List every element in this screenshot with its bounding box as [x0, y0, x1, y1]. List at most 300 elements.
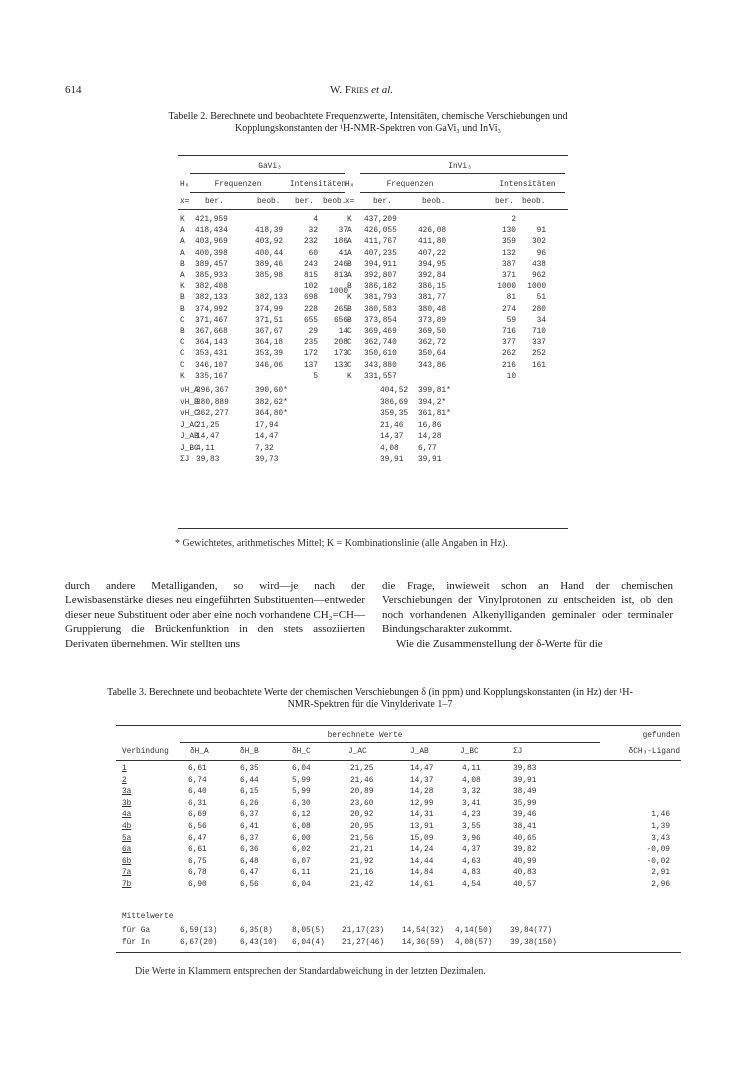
table3-cell: 21,25 [350, 765, 374, 773]
table2-caption: Tabelle 2. Berechnete und beobachtete Frequenzwerte, Intensitäten, chemische Verschiebungen und Kopplungskonstanten der ¹H-NMR-Spektren von GaVi₃ und InVi₃ [168, 111, 568, 134]
table2-subheader: ber. [373, 198, 392, 206]
table3-cell: 6,78 [188, 869, 207, 878]
table2-cell: 426,055 [364, 227, 397, 236]
table3-cell: 6,56 [188, 823, 207, 831]
table3-cell: 6,36 [240, 846, 259, 855]
table2-cell: 161 [531, 361, 546, 370]
table3-cell: 15,09 [410, 834, 434, 843]
table3-cell: 3,41 [462, 799, 481, 808]
table3-cell: 6,37 [240, 834, 259, 843]
table3-cell: 2,96 [651, 881, 670, 889]
table2-subheader: beob. [422, 198, 446, 206]
table2-shift-cell: J_AB [180, 433, 199, 441]
table2-cell: 353,39 [255, 350, 284, 359]
table2-cell: 421,959 [195, 216, 228, 224]
table2-cell: 716 [501, 328, 516, 336]
table2-cell: 51 [536, 294, 546, 303]
table2-cell: 246 [333, 260, 348, 269]
table3-cell: 6,02 [292, 846, 311, 855]
table2-header-rule [178, 209, 568, 210]
table3-cell: 6,07 [292, 857, 311, 866]
table3-calc-rule [180, 742, 600, 743]
table2-subheader: ber. [495, 198, 514, 206]
table3-cell: 14,28 [410, 788, 434, 797]
table2-cell: 386,15 [418, 283, 447, 292]
table2-cell: 389,46 [255, 260, 284, 269]
table2-cell: B [180, 260, 185, 269]
table2-cell: 362,72 [418, 339, 447, 348]
table2-cell: 331,557 [364, 372, 397, 381]
table3-cell: 14,44 [410, 857, 434, 866]
table3-mean-cell: 4,14(50) [455, 927, 493, 935]
table3-cell: -0,09 [646, 846, 670, 855]
body-left-paragraph: durch andere Metalliganden, so wird—je nach der Lewisbasenstärke dieses neu eingeführten Substituenten—entweder dieser neue Substituent oder aber eine noch vorhandene CH₂=CH—Gruppierung die Brückenfunktion in den stets assoziierten Derivaten übernehmen. Wir stellten uns [65, 580, 365, 650]
table2-cell: C [180, 339, 185, 348]
table3-mean-cell: 6,35(8) [240, 927, 273, 935]
table2-cell: 343,880 [364, 361, 397, 370]
table3-cell: 13,91 [410, 823, 434, 831]
table2-cell: C [347, 328, 352, 336]
table2-cell: 337 [531, 339, 546, 348]
table2-cell: 252 [531, 350, 546, 359]
table3-compound-label: 1 [122, 765, 127, 773]
table2-cell: 346,107 [195, 361, 228, 370]
table3-cell: 5,99 [292, 788, 311, 797]
table2-cell: B [180, 328, 185, 336]
table3-cell: 6,61 [188, 846, 207, 855]
table3-compound-label: 3a [122, 788, 132, 797]
table3-mean-cell: 4,08(57) [455, 938, 493, 947]
table2-cell: 208 [333, 339, 348, 348]
table2-cell: 235 [303, 339, 318, 348]
body-right-paragraph-2: Wie die Zusammenstellung der δ-Werte für die [396, 637, 603, 650]
table3-compound-label: 6a [122, 846, 132, 855]
body-right-column [382, 579, 673, 651]
table2-cell: 91 [536, 227, 546, 236]
table3-cell: 6,04 [292, 765, 311, 773]
table3-mean-cell: 14,54(32) [402, 927, 445, 935]
table2-shift-cell: 39,91 [418, 456, 442, 464]
table2-cell: 216 [501, 361, 516, 370]
table2-cell: 371 [501, 272, 516, 280]
table3-mean-cell: 6,67(20) [180, 938, 218, 947]
table2-cell: A [347, 272, 352, 280]
table2-shift-cell: 39,73 [255, 456, 279, 464]
table2-cell: 346,06 [255, 361, 284, 370]
table2-cell: 382,408 [195, 283, 228, 292]
table3-group-calc: berechnete Werte [327, 732, 403, 740]
table2-subheader: beob. [522, 198, 546, 206]
table2-cell: B [347, 283, 352, 292]
table3-cell: 39,91 [513, 776, 537, 785]
table2-cell: K [180, 372, 185, 381]
table2-shift-cell: νH_C [180, 410, 199, 418]
table2-shift-cell: 396,367 [196, 387, 229, 395]
table2-cell: K [180, 216, 185, 224]
table2-shift-cell: 362,277 [196, 410, 229, 418]
table3-cell: 6,12 [292, 811, 311, 820]
table3-cell: 6,74 [188, 776, 207, 785]
table3-cell: 4,83 [462, 869, 481, 878]
table2-cell: 438 [531, 260, 546, 269]
table2-cell: 698 [303, 294, 318, 303]
table3-cell: 21,16 [350, 869, 374, 878]
table2-cell: 385,933 [195, 272, 228, 280]
table2-cell: 403,969 [195, 238, 228, 247]
table2-col-int-in: Intensitäten [499, 181, 556, 189]
table2-cell: 710 [531, 328, 546, 336]
table2-cell: 381,793 [364, 294, 397, 303]
table3-cell: 14,47 [410, 765, 434, 773]
table3-header: ΣJ [513, 748, 523, 756]
table2-cell: 418,39 [255, 227, 284, 236]
table3-cell: 39,83 [513, 765, 537, 773]
table2-cell: 400,398 [195, 249, 228, 258]
table3-cell: 6,48 [240, 857, 259, 866]
table3-compound-label: 7b [122, 881, 132, 889]
table3-cell: 6,26 [240, 799, 259, 808]
table2-shift-cell: 380,889 [196, 398, 229, 407]
table3-cell: 3,96 [462, 834, 481, 843]
table3-cell: 6,40 [188, 788, 207, 797]
table3-header: Verbindung [122, 748, 169, 756]
table3-cell: 6,37 [240, 811, 259, 820]
table2-shift-cell: J_BC [180, 444, 199, 453]
table2-cell: B [180, 305, 185, 314]
table2-ga-rule [190, 173, 345, 174]
table2-subheader: x= [180, 198, 190, 206]
table3-mean-cell: für In [122, 938, 151, 947]
table2-cell: 426,08 [418, 227, 447, 236]
body-left-column [65, 579, 365, 651]
table2-shift-cell: ΣJ [180, 456, 190, 464]
table2-cell: 10 [506, 372, 516, 381]
table2-cell: 815 [303, 272, 318, 280]
table2-cell: 280 [531, 305, 546, 314]
table3-header: J_BC [460, 748, 479, 756]
table3-cell: 4,54 [462, 881, 481, 889]
table2-cell: 394,911 [364, 260, 397, 269]
table2-cell: 369,469 [364, 328, 397, 336]
table3-cell: 6,11 [292, 869, 311, 878]
table2-footnote: * Gewichtetes, arithmetisches Mittel; K = Kombinationslinie (alle Angaben in Hz). [175, 538, 508, 549]
table3-cell: 20,92 [350, 811, 374, 820]
table3-caption: Tabelle 3. Berechnete und beobachtete Werte der chemischen Verschiebungen δ (in ppm) und Kopplungskonstanten (in Hz) der ¹H-NMR-Spektren für die Vinylderivate 1–7 [107, 687, 633, 710]
table2-cell: 5 [313, 372, 318, 381]
table2-cell: K [347, 216, 352, 224]
table2-cell: A [180, 238, 185, 247]
table3-cell: 6,61 [188, 765, 207, 773]
table2-shift-cell: 364,80* [255, 410, 288, 418]
table2-cell: 380,583 [364, 305, 397, 314]
table3-cell: 6,90 [188, 881, 207, 889]
table3-mean-cell: 6,59(13) [180, 927, 218, 935]
table3-cell: 6,41 [240, 823, 259, 831]
table2-shift-cell: 361,81* [418, 410, 451, 418]
table2-shift-cell: J_AC [180, 421, 199, 430]
table2-cell: C [180, 350, 185, 359]
table3-compound-label: 6b [122, 857, 132, 866]
table2-cell: 32 [308, 227, 318, 236]
table3-compound-label: 5a [122, 834, 132, 843]
table2-cell: 102 [303, 283, 318, 292]
table2-cell: 1000 [329, 288, 348, 297]
table2-cell: 407,22 [418, 249, 447, 258]
table2-cell: A [347, 227, 352, 236]
table3-cell: 5,99 [292, 776, 311, 785]
table3-compound-label: 7a [122, 869, 132, 878]
table3-cell: 40,57 [513, 881, 537, 889]
table3-cell: 40,99 [513, 857, 537, 866]
table3-cell: 3,55 [462, 823, 481, 831]
table3-cell: -0,02 [646, 857, 670, 866]
table3-compound-label: 4b [122, 823, 132, 831]
table2-shift-cell: 39,91 [380, 456, 404, 464]
table2-cell: A [347, 249, 352, 258]
table2-cell: 656 [333, 316, 348, 325]
table3-cell: 21,46 [350, 776, 374, 785]
table3-mean-cell: 39,38(150) [510, 938, 557, 947]
table3-cell: 14,31 [410, 811, 434, 820]
table2-cell: 133 [333, 361, 348, 370]
table2-shift-cell: 17,94 [255, 421, 279, 430]
table2-cell: 382,133 [255, 294, 288, 303]
table2-cell: A [347, 238, 352, 247]
table2-cell: 232 [303, 238, 318, 247]
table2-cell: 364,18 [255, 339, 284, 348]
table2-cell: 37 [338, 227, 348, 236]
table2-col-int-ga: Intensitäten [289, 181, 347, 189]
table2-cell: 350,64 [418, 350, 447, 359]
table3-cell: 4,37 [462, 846, 481, 855]
table3-header: δCH₃-Ligand [628, 748, 680, 756]
table3-cell: 21,21 [350, 846, 374, 855]
table2-cell: 1000 [497, 283, 516, 292]
table3-cell: 20,95 [350, 823, 374, 831]
table2-cell: A [180, 227, 185, 236]
table2-shift-cell: νH_A [180, 387, 199, 395]
table2-group-ga: GaVi₃ [258, 163, 282, 171]
table3-cell: 6,35 [240, 765, 259, 773]
table2-subheader: ber. [295, 198, 314, 206]
table3-cell: 14,24 [410, 846, 434, 855]
table2-cell: B [180, 294, 185, 303]
table3-header: J_AB [410, 748, 429, 756]
table2-shift-cell: 4,11 [196, 444, 215, 453]
table3-footnote: Die Werte in Klammern entsprechen der Standardabweichung in der letzten Dezimalen. [135, 966, 486, 977]
table3-mean-cell: 8,05(5) [292, 927, 325, 935]
table2-cell: 137 [303, 361, 318, 370]
table2-cell: 369,50 [418, 328, 447, 336]
table2-shift-cell: 14,37 [380, 433, 404, 441]
table2-cell: 14 [338, 328, 348, 336]
table3-cell: 39,82 [513, 846, 537, 855]
table3-cell: 38,49 [513, 788, 537, 797]
table2-cell: 228 [303, 305, 318, 314]
table3-cell: 20,89 [350, 788, 374, 797]
table3-header: δH_C [292, 748, 311, 756]
table3-cell: 1,39 [651, 823, 670, 831]
table2-cell: 387 [501, 260, 516, 269]
body-right-paragraph-1: die Frage, inwieweit schon an Hand der chemischen Verschiebungen der Vinylprotonen zu entscheiden ist, ob den noch vorhandenen Alkenylliganden geminaler oder terminaler Bindungscharakter zukommt. [382, 580, 673, 636]
table2-cell: 2 [511, 216, 516, 224]
table3-cell: 6,75 [188, 857, 207, 866]
table2-cell: C [347, 361, 352, 370]
table2-cell: 173 [333, 350, 348, 359]
table3-header: δH_B [240, 748, 259, 756]
table2-cell: K [180, 283, 185, 292]
table2-cell: 335,167 [195, 372, 228, 381]
table3-cell: 14,61 [410, 881, 434, 889]
table2-cell: 373,89 [418, 316, 447, 325]
table3-cell: 2,91 [651, 869, 670, 878]
table2-col-hx: Hₓ [180, 181, 190, 189]
table2-cell: 59 [506, 316, 516, 325]
table2-cell: 374,99 [255, 305, 284, 314]
table2-subheader: beob. [323, 198, 347, 206]
table2-cell: 1000 [527, 283, 546, 292]
table2-cell: 81 [506, 294, 516, 303]
table2-shift-cell: νH_B [180, 398, 199, 407]
table2-cell: 262 [501, 350, 516, 359]
table3-cell: 6,15 [240, 788, 259, 797]
table2-shift-cell: 382,62* [255, 398, 288, 407]
table2-cell: 132 [501, 249, 516, 258]
table3-compound-label: 4a [122, 811, 132, 820]
table2-col-hx-in: Hₓ [345, 181, 355, 189]
table3-cell: 14,84 [410, 869, 434, 878]
table3-cell: 6,31 [188, 799, 207, 808]
table2-cell: 186 [333, 238, 348, 247]
table3-cell: 4,23 [462, 811, 481, 820]
table3-cell: 40,83 [513, 869, 537, 878]
table2-col-freq-in: Frequenzen [386, 181, 434, 189]
table2-cell: 96 [536, 249, 546, 258]
table3-cell: 6,00 [292, 834, 311, 843]
table2-cell: 377 [501, 339, 516, 348]
table2-cell: 381,77 [418, 294, 447, 303]
table2-shift-cell: 16,86 [418, 421, 442, 430]
table2-cell: 371,51 [255, 316, 284, 325]
table2-shift-cell: 14,47 [255, 433, 279, 441]
page-number: 614 [65, 84, 82, 96]
table2-cell: 392,84 [418, 272, 447, 280]
table2-cell: 274 [501, 305, 516, 314]
table2-shift-cell: 399,81* [418, 387, 451, 395]
table2-cell: 385,98 [255, 272, 284, 280]
table2-cell: 343,86 [418, 361, 447, 370]
table2-shift-cell: 6,77 [418, 444, 437, 453]
table3-cell: 3,32 [462, 788, 481, 797]
table3-mean-cell: 6,43(10) [240, 938, 278, 947]
table3-cell: 12,99 [410, 799, 434, 808]
table2-subheader: beob. [257, 198, 281, 206]
table2-cell: C [180, 316, 185, 325]
table2-cell: 962 [531, 272, 546, 280]
table2-group-in: InVi₃ [448, 163, 472, 171]
table2-shift-cell: 404,52 [380, 387, 409, 395]
table3-cell: 6,08 [292, 823, 311, 831]
table3-cell: 4,63 [462, 857, 481, 866]
table3-group-found: gefunden [642, 732, 680, 740]
table3-cell: 14,37 [410, 776, 434, 785]
table3-compound-label: 3b [122, 799, 132, 808]
table2-cell: 353,431 [195, 350, 228, 359]
table2-cell: B [347, 316, 352, 325]
table2-shift-cell: 4,08 [380, 444, 399, 453]
table2-cell: A [180, 272, 185, 280]
table3-mean-cell: 6,04(4) [292, 938, 325, 947]
table3-cell: 6,30 [292, 799, 311, 808]
table3-cell: 6,04 [292, 881, 311, 889]
table2-shift-cell: 390,60* [255, 387, 288, 395]
table2-cell: 400,44 [255, 249, 284, 258]
table2-cell: 386,182 [364, 283, 397, 292]
table2-cell: 380,48 [418, 305, 447, 314]
table2-sub-rule-in [360, 192, 565, 193]
table3-cell: 38,41 [513, 823, 537, 831]
table2-cell: 362,740 [364, 339, 397, 348]
table2-cell: 130 [501, 227, 516, 236]
table3-top-rule [116, 725, 681, 726]
table3-mean-title: Mittelwerte [122, 913, 174, 921]
table3-cell: 6,56 [240, 881, 259, 889]
table2-cell: 34 [536, 316, 546, 325]
table3-cell: 21,92 [350, 857, 374, 866]
table2-cell: C [347, 350, 352, 359]
table2-cell: 382,133 [195, 294, 228, 303]
table2-cell: 364,143 [195, 339, 228, 348]
table2-subheader: ber. [205, 198, 224, 206]
table2-cell: 367,668 [195, 328, 228, 336]
table2-sub-rule-ga [190, 192, 345, 193]
author-name: W. Fries [330, 84, 369, 96]
table2-shift-cell: 14,47 [196, 433, 220, 441]
table3-cell: 40,65 [513, 834, 537, 843]
table3-cell: 6,69 [188, 811, 207, 820]
table2-bottom-rule [178, 528, 568, 529]
table3-cell: 4,08 [462, 776, 481, 785]
table2-cell: 813 [333, 272, 348, 280]
table2-subheader: x= [345, 198, 355, 206]
author-suffix: et al. [371, 84, 394, 96]
table2-cell: 41 [338, 249, 348, 258]
table3-cell: 39,46 [513, 811, 537, 820]
table2-cell: 359 [501, 238, 516, 247]
table2-shift-cell: 394,2* [418, 398, 447, 407]
table2-shift-cell: 386,69 [380, 398, 409, 407]
table2-cell: A [180, 249, 185, 258]
table2-cell: 392,807 [364, 272, 397, 280]
table2-cell: 407,235 [364, 249, 397, 258]
table2-top-rule [178, 155, 568, 156]
table2-cell: 411,767 [364, 238, 397, 247]
table2-cell: 172 [303, 350, 318, 359]
table3-cell: 23,60 [350, 799, 374, 808]
table2-cell: 373,854 [364, 316, 397, 325]
table2-shift-cell: 21,25 [196, 421, 220, 430]
table3-cell: 21,42 [350, 881, 374, 889]
table2-shift-cell: 7,32 [255, 444, 274, 453]
table2-shift-cell: 21,46 [380, 421, 404, 430]
table2-shift-cell: 39,83 [196, 456, 220, 464]
table3-mean-cell: 21,27(46) [342, 938, 385, 947]
table2-cell: 367,67 [255, 328, 284, 336]
table3-mean-cell: 39,84(77) [510, 927, 553, 935]
table3-cell: 6,44 [240, 776, 259, 785]
table2-col-freq-ga: Frequenzen [214, 181, 262, 189]
table3-cell: 35,99 [513, 799, 537, 808]
